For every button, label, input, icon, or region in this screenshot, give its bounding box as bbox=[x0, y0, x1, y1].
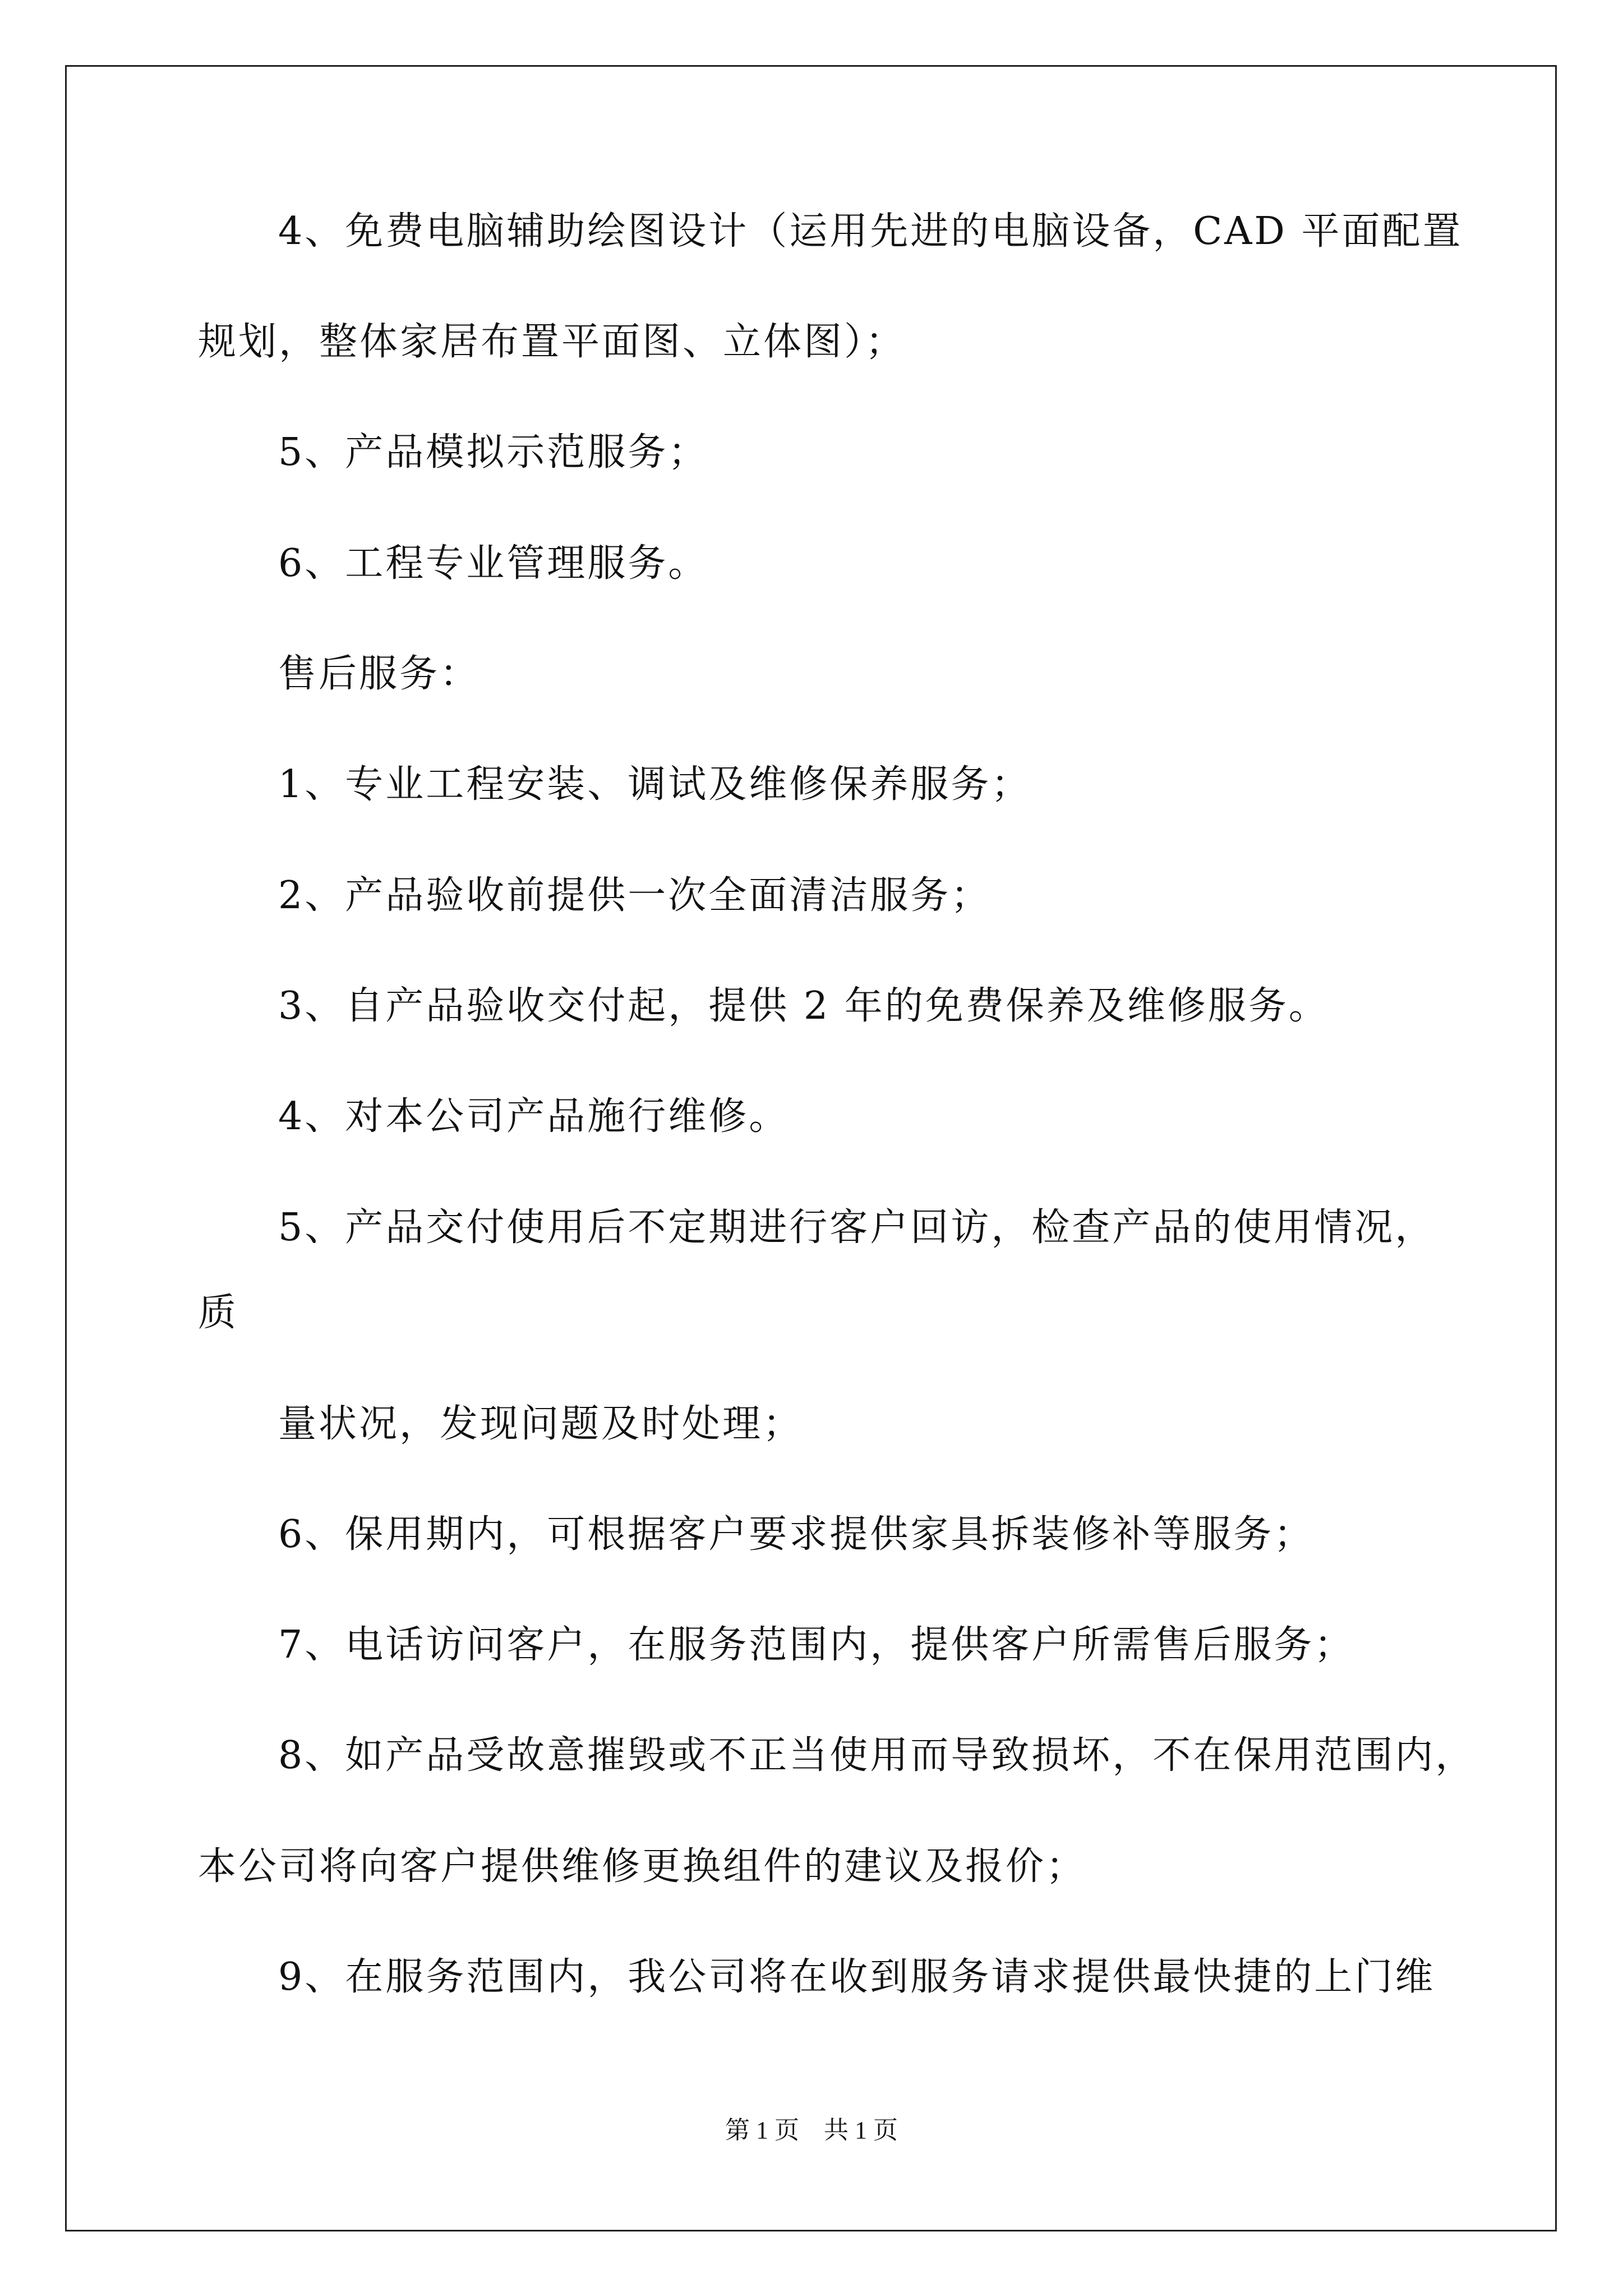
paragraph-line: 4、对本公司产品施行维修。 bbox=[278, 1094, 790, 1139]
paragraph-line: 质 bbox=[198, 1291, 239, 1335]
paragraph-line: 6、保用期内，可根据客户要求提供家具拆装修补等服务； bbox=[278, 1512, 1315, 1557]
paragraph-line: 6、工程专业管理服务。 bbox=[278, 541, 709, 586]
paragraph-line: 3、自产品验收交付起，提供 2 年的免费保养及维修服务。 bbox=[278, 984, 1329, 1028]
paragraph-line: 量状况，发现问题及时处理； bbox=[278, 1402, 804, 1446]
paragraph-line: 4、免费电脑辅助绘图设计（运用先进的电脑设备，CAD 平面配置 bbox=[278, 209, 1463, 254]
paragraph-line: 7、电话访问客户，在服务范围内，提供客户所需售后服务； bbox=[278, 1623, 1355, 1667]
paragraph-line: 规划，整体家居布置平面图、立体图）； bbox=[198, 320, 906, 364]
section-heading: 售后服务： bbox=[278, 652, 481, 696]
paragraph-line: 8、如产品受故意摧毁或不正当使用而导致损坏，不在保用范围内， bbox=[278, 1733, 1476, 1778]
paragraph-line: 本公司将向客户提供维修更换组件的建议及报价； bbox=[198, 1844, 1087, 1889]
paragraph-line: 5、产品模拟示范服务； bbox=[278, 430, 709, 475]
page-border bbox=[65, 65, 1557, 2231]
paragraph-line: 5、产品交付使用后不定期进行客户回访，检查产品的使用情况， bbox=[278, 1205, 1436, 1250]
paragraph-line: 1、专业工程安装、调试及维修保养服务； bbox=[278, 762, 1032, 807]
paragraph-line: 2、产品验收前提供一次全面清洁服务； bbox=[278, 873, 992, 918]
page-footer: 第 1 页 共 1 页 bbox=[725, 2116, 898, 2144]
paragraph-line: 9、在服务范围内，我公司将在收到服务请求提供最快捷的上门维 bbox=[278, 1955, 1436, 1999]
